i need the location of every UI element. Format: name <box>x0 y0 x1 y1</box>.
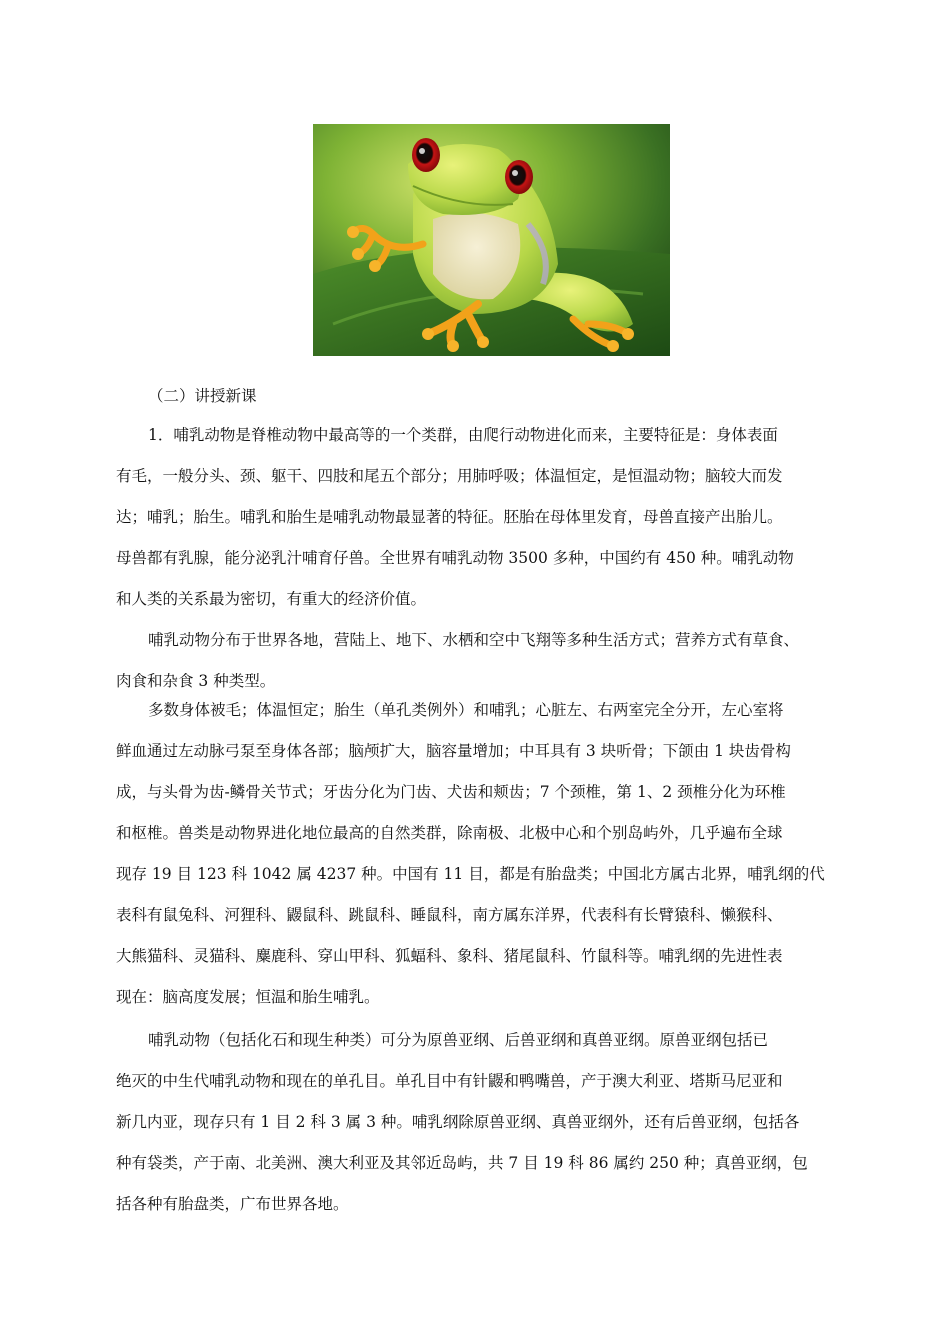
paragraph-line: 成，与头骨为齿-鳞骨关节式；牙齿分化为门齿、犬齿和颊齿；7 个颈椎，第 1、2 颈椎分化为环椎 <box>116 783 786 801</box>
paragraph-line: 现在：脑高度发展；恒温和胎生哺乳。 <box>116 988 380 1006</box>
paragraph-line: 母兽都有乳腺，能分泌乳汁哺育仔兽。全世界有哺乳动物 3500 多种，中国约有 450 种。哺乳动物 <box>116 549 794 567</box>
paragraph-4 <box>116 1020 846 1225</box>
paragraph-3 <box>116 690 846 1059</box>
paragraph-line: 现存 19 目 123 科 1042 属 4237 种。中国有 11 目，都是有胎盘类；中国北方属古北界，哺乳纲的代 <box>116 865 825 883</box>
paragraph-line: 表科有鼠兔科、河狸科、鼹鼠科、跳鼠科、睡鼠科，南方属东洋界，代表科有长臂猿科、懒猴科、 <box>116 906 783 924</box>
paragraph-line: 和人类的关系最为密切，有重大的经济价值。 <box>116 590 427 608</box>
paragraph-line: 达；哺乳；胎生。哺乳和胎生是哺乳动物最显著的特征。胚胎在母体里发育，母兽直接产出胎儿。 <box>116 508 783 526</box>
paragraph-line: 绝灭的中生代哺乳动物和现在的单孔目。单孔目中有针鼹和鸭嘴兽，产于澳大利亚、塔斯马尼亚和 <box>116 1072 783 1090</box>
section-heading: （二）讲授新课 <box>148 387 257 405</box>
paragraph-line: 和枢椎。兽类是动物界进化地位最高的自然类群，除南极、北极中心和个别岛屿外，几乎遍布全球 <box>116 824 783 842</box>
paragraph-line: 哺乳动物（包括化石和现生种类）可分为原兽亚纲、后兽亚纲和真兽亚纲。原兽亚纲包括已 <box>148 1031 769 1049</box>
paragraph-line: 有毛，一般分头、颈、躯干、四肢和尾五个部分；用肺呼吸；体温恒定，是恒温动物；脑较大而发 <box>116 467 783 485</box>
frog-photo <box>313 124 670 356</box>
paragraph-line: 肉食和杂食 3 种类型。 <box>116 672 276 690</box>
paragraph-line: 1．哺乳动物是脊椎动物中最高等的一个类群，由爬行动物进化而来，主要特征是：身体表面 <box>148 426 778 444</box>
frog-illustration <box>313 124 670 356</box>
paragraph-line: 鲜血通过左动脉弓泵至身体各部；脑颅扩大，脑容量增加；中耳具有 3 块听骨；下颌由 1 块齿骨构 <box>116 742 791 760</box>
paragraph-line: 新几内亚，现存只有 1 目 2 科 3 属 3 种。哺乳纲除原兽亚纲、真兽亚纲外，还有后兽亚纲，包括各 <box>116 1113 800 1131</box>
paragraph-1 <box>116 415 846 620</box>
paragraph-line: 哺乳动物分布于世界各地，营陆上、地下、水栖和空中飞翔等多种生活方式；营养方式有草食、 <box>148 631 800 649</box>
paragraph-line: 种有袋类，产于南、北美洲、澳大利亚及其邻近岛屿，共 7 目 19 科 86 属约 250 种；真兽亚纲，包 <box>116 1154 808 1172</box>
paragraph-line: 多数身体被毛；体温恒定；胎生（单孔类例外）和哺乳；心脏左、右两室完全分开，左心室将 <box>148 701 784 719</box>
paragraph-line: 大熊猫科、灵猫科、麋鹿科、穿山甲科、狐蝠科、象科、猪尾鼠科、竹鼠科等。哺乳纲的先进性表 <box>116 947 783 965</box>
paragraph-line: 括各种有胎盘类，广布世界各地。 <box>116 1195 349 1213</box>
